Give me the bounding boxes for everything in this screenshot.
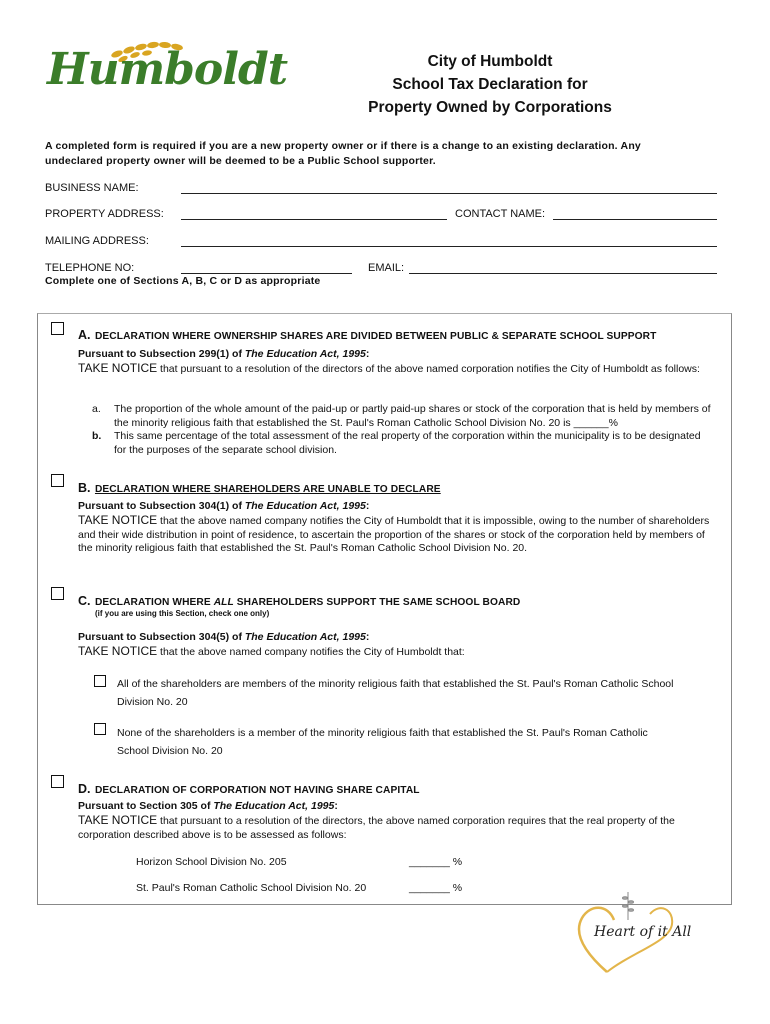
section-c-pursuant [78,631,369,645]
section-d-act: The Education Act, 1995 [213,800,335,812]
section-a-pursuant [78,348,369,362]
section-a-heading [78,326,656,344]
section-a-notice [78,362,718,377]
section-d-pursuant-prefix: Pursuant to Section 305 of [78,800,214,812]
email-field[interactable] [409,273,717,274]
section-b-notice [78,514,718,556]
title-line-3: Property Owned by Corporations [368,99,612,116]
section-a-item-a-text: The proportion of the whole amount of the paid-up or partly paid-up shares or stock of the corporation that is held by members of the minority religious faith that established the St. Paul's Roman Catholic School Division No. 20 is ______% [114,403,711,429]
section-d-checkbox[interactable] [51,775,64,788]
section-b-notice-rest: that the above named company notifies the City of Humboldt that it is impossible, owing to the number of shareholders and their wide distribution in point of residence, to ascertain the proportion of the shares or stock of the corporation held by members of the minority religious faith that established the St. Paul's Roman Catholic School Division No. 20. [78,515,710,554]
section-c-option1-line2: Division No. 20 [117,696,188,708]
section-b-pursuant [78,500,369,514]
section-c-note: (if you are using this Section, check one only) [95,609,270,618]
section-b-checkbox[interactable] [51,474,64,487]
mailing-address-label: MAILING ADDRESS: [45,235,149,247]
st-pauls-division-percent[interactable]: _______ % [409,882,463,894]
section-d-title: DECLARATION OF CORPORATION NOT HAVING SHARE CAPITAL [94,785,420,796]
section-a-pursuant-prefix: Pursuant to Subsection 299(1) of [78,348,245,360]
section-a-item-b-text: This same percentage of the total assessment of the real property of the corporation within the municipality is to be designated for the purposes of the separate school division. [114,430,701,456]
business-name-field[interactable] [181,193,717,194]
email-label: EMAIL: [368,262,405,274]
section-a-title: DECLARATION WHERE OWNERSHIP SHARES ARE DIVIDED BETWEEN PUBLIC & SEPARATE SCHOOL SUPPORT [94,331,657,342]
section-c-option2-checkbox[interactable] [94,723,106,735]
section-c-title-post: SHAREHOLDERS SUPPORT THE SAME SCHOOL BOARD [233,597,521,608]
section-a-notice-rest: that pursuant to a resolution of the directors of the above named corporation notifies the City of Humboldt as follows: [157,363,700,375]
section-d-pursuant [78,800,338,814]
business-name-label: BUSINESS NAME: [45,182,139,194]
section-a-letter: A. [78,328,91,342]
telephone-field[interactable] [181,273,352,274]
title-line-1: City of Humboldt [427,53,553,70]
section-a-checkbox[interactable] [51,322,64,335]
section-d-notice-rest: that pursuant to a resolution of the directors, the above named corporation requires that the real property of the corporation described above is to be assessed as follows: [78,815,675,841]
footer-logo-text: Heart of it All [594,924,692,940]
section-b-colon: : [365,500,370,512]
section-d-take-notice: TAKE NOTICE [78,813,158,827]
section-b-title: DECLARATION WHERE SHAREHOLDERS ARE UNABLE TO DECLARE [94,484,441,495]
horizon-division-label: Horizon School Division No. 205 [136,856,287,868]
section-c-pursuant-prefix: Pursuant to Subsection 304(5) of [78,631,245,643]
heart-of-it-all-logo [572,890,692,980]
section-c-title-pre: DECLARATION WHERE [94,597,214,608]
section-c-take-notice: TAKE NOTICE [78,644,158,658]
section-b-pursuant-prefix: Pursuant to Subsection 304(1) of [78,500,245,512]
section-a-colon: : [365,348,370,360]
page-title [340,50,640,119]
section-c-checkbox[interactable] [51,587,64,600]
instruction-text: Complete one of Sections A, B, C or D as appropriate [45,275,321,287]
section-d-colon: : [334,800,338,812]
section-c-notice-rest: that the above named company notifies the City of Humboldt that: [157,646,465,658]
contact-name-label: CONTACT NAME: [455,208,546,220]
section-c-colon: : [365,631,370,643]
section-c-option2-line2: School Division No. 20 [117,745,223,757]
logo-text: Humboldt [47,44,288,95]
section-a-item-a-label: a. [92,403,101,415]
st-pauls-division-label: St. Paul's Roman Catholic School Division No. 20 [136,882,367,894]
mailing-address-field[interactable] [181,246,717,247]
section-d-notice [78,814,723,842]
property-address-label: PROPERTY ADDRESS: [45,208,164,220]
section-c-option1-line1: All of the shareholders are members of the minority religious faith that established the St. Paul's Roman Catholic School [117,678,674,690]
humboldt-logo [45,40,288,100]
section-c-notice [78,645,718,660]
section-b-act: The Education Act, 1995 [244,500,366,512]
intro-text: A completed form is required if you are a new property owner or if there is a change to an existing declaration. Any undeclared property owner will be deemed to be a Public School supporter. [45,140,641,167]
section-a-act: The Education Act, 1995 [244,348,366,360]
contact-name-field[interactable] [553,219,717,220]
section-c-option2-line1: None of the shareholders is a member of the minority religious faith that established the St. Paul's Roman Catholic [117,727,648,739]
section-c-act: The Education Act, 1995 [244,631,366,643]
section-b-letter: B. [78,481,91,495]
section-d-letter: D. [78,782,91,796]
section-d-heading [78,780,420,798]
horizon-division-percent[interactable]: _______ % [409,856,463,868]
section-a-take-notice: TAKE NOTICE [78,361,158,375]
section-c-heading [78,592,520,610]
section-b-heading [78,479,441,497]
section-b-take-notice: TAKE NOTICE [78,513,158,527]
section-c-option1-checkbox[interactable] [94,675,106,687]
title-line-2: School Tax Declaration for [392,76,588,93]
section-c-title-all: ALL [213,597,234,608]
telephone-label: TELEPHONE NO: [45,262,135,274]
property-address-field[interactable] [181,219,447,220]
section-a-item-b-label: b. [92,430,102,442]
section-c-letter: C. [78,594,91,608]
